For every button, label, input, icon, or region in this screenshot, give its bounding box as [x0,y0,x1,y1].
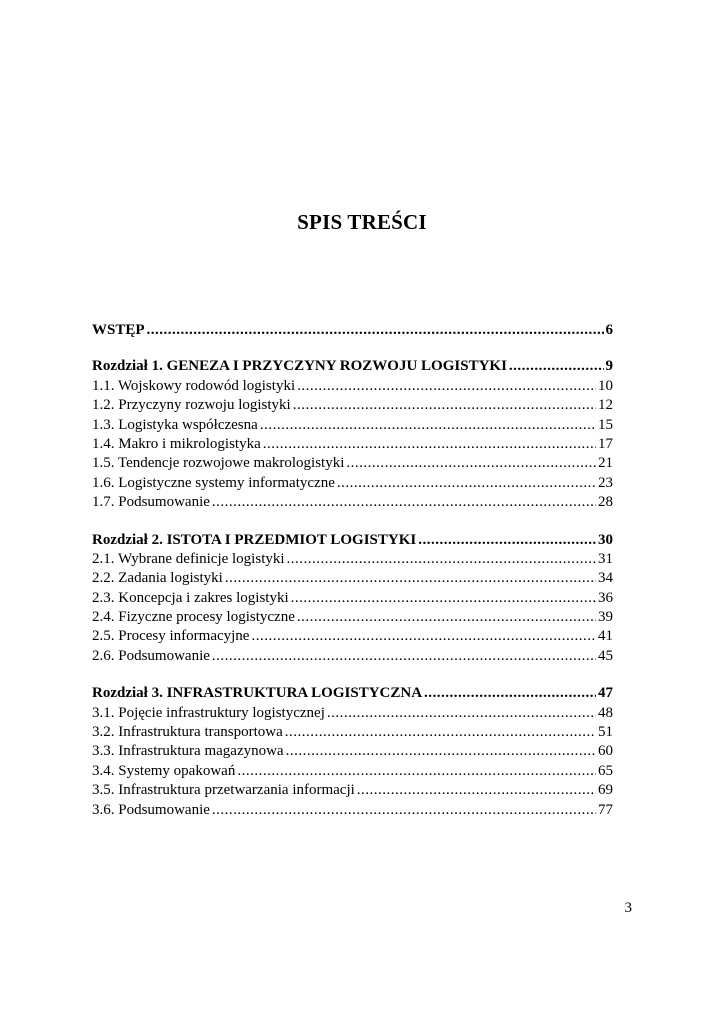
toc-section-label: 3.1. Pojęcie infrastruktury logistycznej [92,704,325,721]
toc-section-page: 60 [598,743,613,760]
toc-section[interactable] [92,762,613,781]
toc-section-page: 51 [598,724,613,741]
dot-leader [225,569,596,588]
dot-leader [287,550,596,569]
toc-section[interactable] [92,723,613,742]
toc-chapter-page: 9 [605,358,613,375]
toc-section-page: 77 [598,801,613,818]
toc-section-page: 41 [598,628,613,645]
toc-section-page: 65 [598,762,613,779]
toc-section-page: 28 [598,494,613,511]
toc-chapter-label: Rozdział 1. GENEZA I PRZYCZYNY ROZWOJU LOGISTYKI [92,358,507,375]
toc-section[interactable] [92,474,613,493]
dot-leader [285,723,596,742]
dot-leader [297,608,596,627]
dot-leader [212,801,596,820]
dot-leader [418,531,596,550]
toc-section-page: 15 [598,416,613,433]
toc-section-page: 48 [598,704,613,721]
toc-section-page: 34 [598,570,613,587]
toc-section-label: 3.2. Infrastruktura transportowa [92,724,283,741]
dot-leader [263,435,596,454]
dot-leader [260,416,596,435]
toc-section[interactable] [92,801,613,820]
toc-section-label: 1.6. Logistyczne systemy informatyczne [92,474,335,491]
toc-chapter-3[interactable] [92,684,613,703]
toc-section-label: 3.5. Infrastruktura przetwarzania informacji [92,782,355,799]
dot-leader [286,742,596,761]
dot-leader [291,589,596,608]
toc-section-label: 1.7. Podsumowanie [92,494,210,511]
toc-chapter-page: 47 [598,685,613,702]
toc-section-page: 36 [598,589,613,606]
toc-section-page: 10 [598,377,613,394]
dot-leader [237,762,596,781]
toc-section[interactable] [92,454,613,473]
dot-leader [212,647,596,666]
toc-section-label: 2.6. Podsumowanie [92,647,210,664]
toc-section-page: 69 [598,782,613,799]
dot-leader [509,357,604,376]
dot-leader [212,493,596,512]
toc-section-label: 3.6. Podsumowanie [92,801,210,818]
toc-entry-label: WSTĘP [92,322,145,338]
toc-section-label: 2.2. Zadania logistyki [92,570,223,587]
page-title: SPIS TREŚCI [297,210,427,234]
toc-section-label: 2.4. Fizyczne procesy logistyczne [92,609,295,626]
toc-section-label: 1.3. Logistyka współczesna [92,416,258,433]
toc-section-page: 23 [598,474,613,491]
toc-section[interactable] [92,742,613,761]
toc-section-label: 1.4. Makro i mikrologistyka [92,435,261,452]
toc-section[interactable] [92,569,613,588]
toc-section[interactable] [92,627,613,646]
toc-chapter-label: Rozdział 2. ISTOTA I PRZEDMIOT LOGISTYKI [92,531,417,548]
toc-section[interactable] [92,435,613,454]
toc-section[interactable] [92,377,613,396]
toc-section-label: 2.5. Procesy informacyjne [92,628,250,645]
toc-entry-page: 6 [605,322,613,338]
toc-section[interactable] [92,493,613,512]
toc-section-label: 3.4. Systemy opakowań [92,762,236,779]
toc-section-label: 1.5. Tendencje rozwojowe makrologistyki [92,455,345,472]
dot-leader [346,454,596,473]
toc-section[interactable] [92,416,613,435]
dot-leader [297,377,596,396]
page-number: 3 [624,900,632,916]
toc-section-label: 1.1. Wojskowy rodowód logistyki [92,377,296,394]
dot-leader [251,627,596,646]
table-of-contents [92,321,613,820]
toc-section[interactable] [92,647,613,666]
toc-section-label: 2.3. Koncepcja i zakres logistyki [92,589,289,606]
toc-section[interactable] [92,781,613,800]
toc-entry-intro[interactable] [92,321,613,340]
toc-section[interactable] [92,396,613,415]
dot-leader [293,396,596,415]
dot-leader [424,684,596,703]
toc-section-page: 31 [598,550,613,567]
dot-leader [327,704,596,723]
toc-section[interactable] [92,589,613,608]
toc-section-page: 21 [598,455,613,472]
toc-section-page: 12 [598,397,613,414]
toc-section-label: 1.2. Przyczyny rozwoju logistyki [92,397,291,414]
toc-chapter-label: Rozdział 3. INFRASTRUKTURA LOGISTYCZNA [92,685,423,702]
toc-section-page: 17 [598,435,613,452]
toc-section[interactable] [92,704,613,723]
toc-section[interactable] [92,608,613,627]
toc-section-label: 3.3. Infrastruktura magazynowa [92,743,284,760]
toc-section-page: 45 [598,647,613,664]
toc-chapter-2[interactable] [92,531,613,550]
toc-chapter-1[interactable] [92,357,613,376]
dot-leader [147,321,604,340]
toc-section-label: 2.1. Wybrane definicje logistyki [92,550,285,567]
toc-chapter-page: 30 [598,531,613,548]
dot-leader [357,781,596,800]
toc-section-page: 39 [598,609,613,626]
toc-section[interactable] [92,550,613,569]
dot-leader [337,474,596,493]
